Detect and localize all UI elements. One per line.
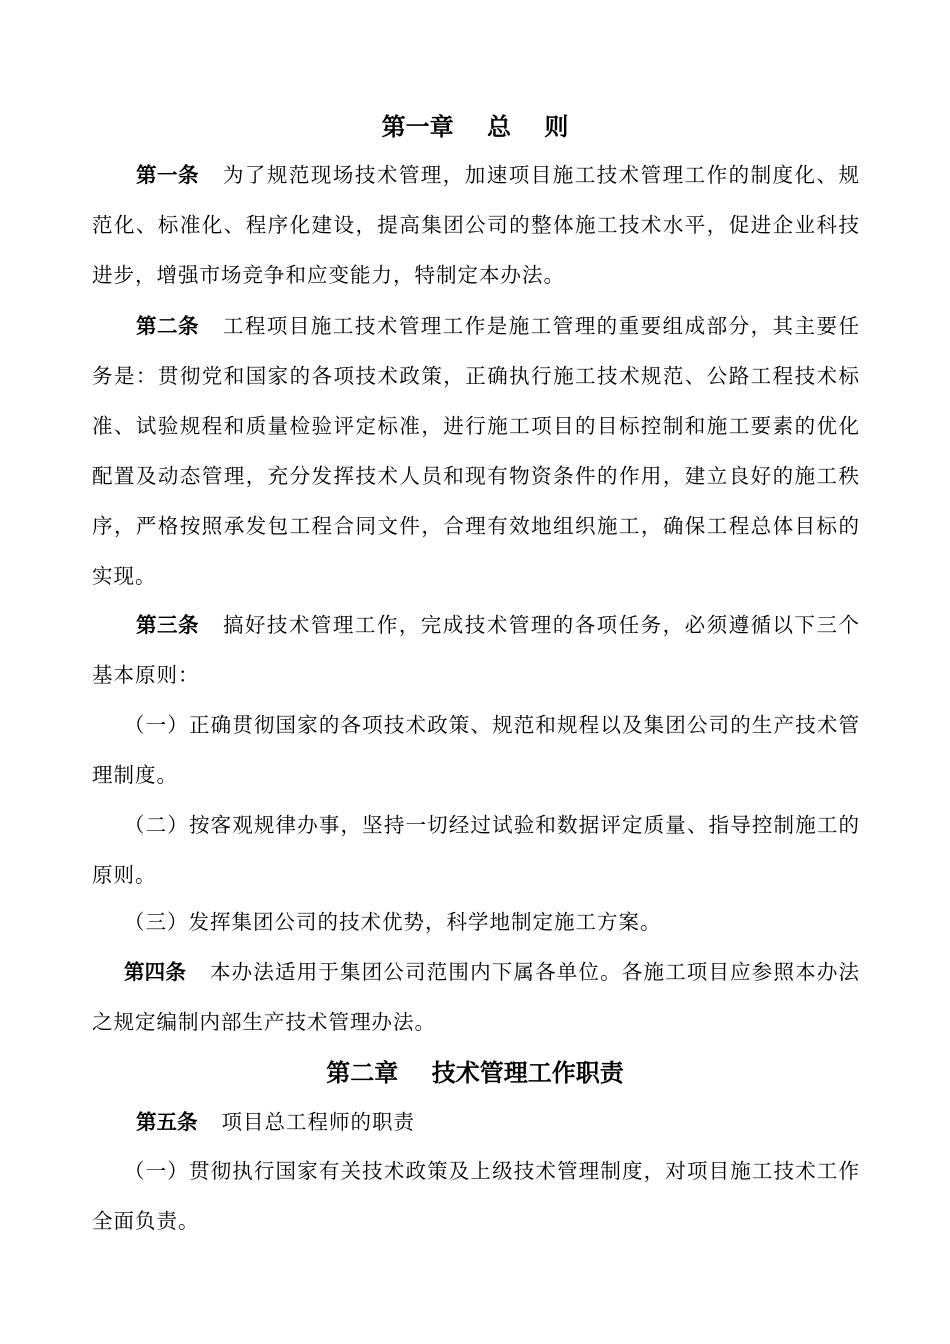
chapter-1-heading: 第一章 总 则: [381, 113, 569, 141]
article-5-item-1: （一）贯彻执行国家有关技术政策及上级技术管理制度，对项目施工技术工作全面负责。: [92, 1159, 860, 1233]
article-1: [92, 150, 860, 300]
article-2: [92, 301, 860, 601]
article-3-item-1: （一）正确贯彻国家的各项技术政策、规范和规程以及集团公司的生产技术管理制度。: [92, 713, 860, 787]
article-4-text: 本办法适用于集团公司范围内下属各单位。各施工项目应参照本办法之规定编制内部生产技术管理办法。: [92, 960, 860, 1034]
article-1-label: 第一条: [136, 163, 199, 187]
article-1-text: 为了规范现场技术管理，加速项目施工技术管理工作的制度化、规范化、标准化、程序化建设，提高集团公司的整体施工技术水平，促进企业科技进步，增强市场竞争和应变能力，特制定本办法。: [92, 163, 860, 287]
article-3-text: 搞好技术管理工作，完成技术管理的各项任务，必须遵循以下三个基本原则：: [92, 613, 860, 687]
article-4-label: 第四条: [124, 960, 187, 984]
article-3-item-3: （三）发挥集团公司的技术优势，科学地制定施工方案。: [124, 910, 662, 934]
article-4: [92, 947, 860, 1047]
article-5-text: 项目总工程师的职责: [221, 1110, 415, 1134]
chapter-2-heading: 第二章 技术管理工作职责: [326, 1059, 624, 1087]
article-3-item-2: （二）按客观规律办事，坚持一切经过试验和数据评定质量、指导控制施工的原则。: [92, 813, 860, 887]
article-5-label: 第五条: [136, 1110, 198, 1134]
article-2-label: 第二条: [136, 314, 199, 338]
article-3-label: 第三条: [136, 613, 199, 637]
article-3: [92, 600, 860, 700]
article-2-text: 工程项目施工技术管理工作是施工管理的重要组成部分，其主要任务是：贯彻党和国家的各项技术政策，正确执行施工技术规范、公路工程技术标准、试验规程和质量检验评定标准，进行施工项目的目标控制和施工要素的优化配置及动态管理，充分发挥技术人员和现有物资条件的作用，建立良好的施工秩序，严格按照承发包工程合同文件，合理有效地组织施工，确保工程总体目标的实现。: [92, 314, 860, 588]
article-5: [92, 1097, 860, 1147]
